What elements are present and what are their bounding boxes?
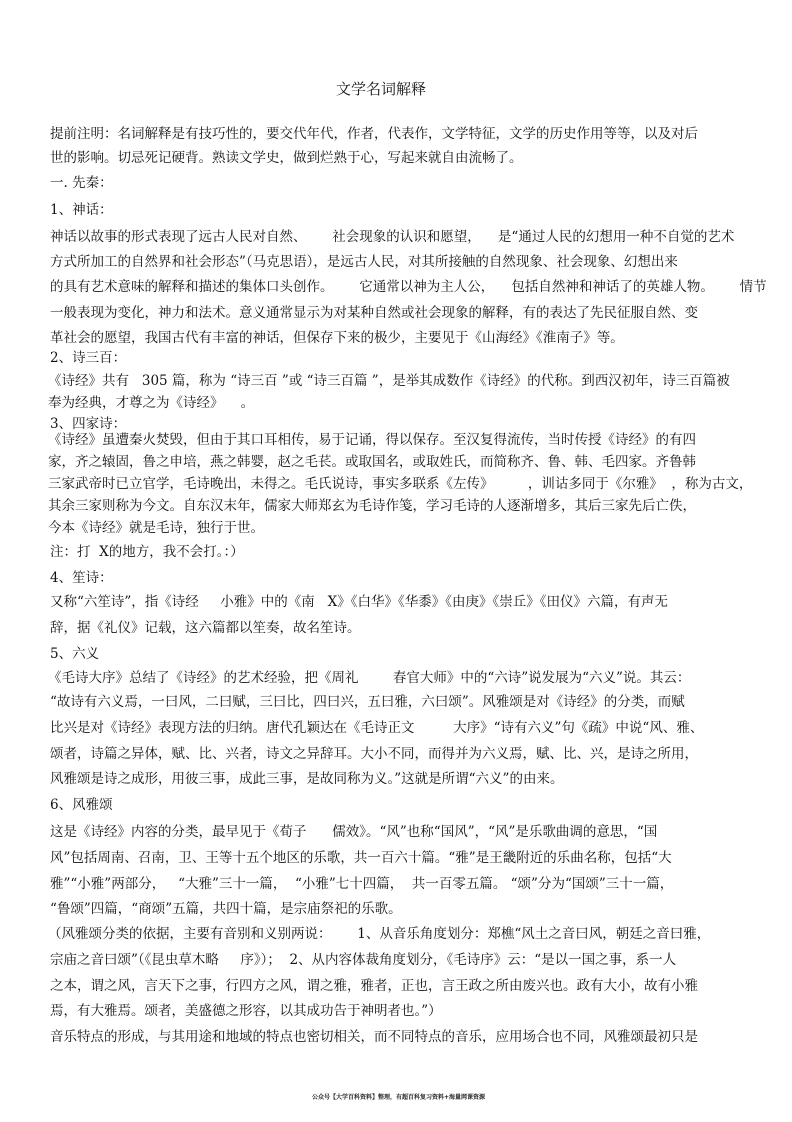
paragraph-line: 革社会的愿望，我国古代有丰富的神话，但保存下来的极少，主要见于《山海经》《淮南子》等。 (50, 330, 624, 346)
paragraph-line: “故诗有六义焉，一曰风，二曰赋，三曰比，四曰兴，五曰雅，六曰颂”。风雅颂是对《诗经》的分类，而赋 (50, 694, 685, 710)
page-title: 文学名词解释 (335, 80, 426, 98)
paragraph-line: “鲁颂”四篇，“商颂”五篇，共四十篇，是宗庙祭祀的乐歌。 (50, 901, 402, 917)
paragraph-line: 三家武帝时已立官学，毛诗晚出，未得之。毛氏说诗，事实多联系《左传》 ，训诂多同于《尔雅》 ，称为古文， (48, 476, 753, 492)
paragraph-line: 一般表现为变化，神力和法术。意义通常显示为对某种自然或社会现象的解释，有的表达了先民征服自然、变 (50, 305, 698, 321)
subheading: 2、诗三百： (50, 350, 127, 366)
paragraph-line: 宗庙之音曰颂”（《昆虫草木略 序》）； 2、从内容体裁角度划分，《毛诗序》云：“是以一国之事，系一人 (50, 952, 677, 968)
paragraph-line: 《诗经》共有 305 篇，称为 “诗三百 ”或 “诗三百篇 ”，是举其成数作《诗经》的代称。到西汉初年，诗三百篇被 (48, 373, 730, 389)
paragraph-line: （风雅颂分类的依据，主要有音别和义别两说： 1、从音乐角度划分：郑樵“风土之音曰风，朝廷之音曰雅， (48, 926, 711, 942)
paragraph-line: 辞，据《礼仪》记载，这六篇都以笙奏，故名笙诗。 (50, 620, 361, 636)
paragraph-line: 今本《诗经》就是毛诗，独行于世。 (48, 520, 264, 536)
paragraph-line: 焉，有大雅焉。颂者，美盛德之形容，以其成功告于神明者也。”） (50, 1003, 442, 1019)
paragraph-line: 风雅颂是诗之成形，用彼三事，成此三事，是故同称为义。”这就是所谓“六义”的由来。 (50, 771, 564, 787)
paragraph-line: 方式所加工的自然界和社会形态”（马克思语），是远古人民，对其所接触的自然现象、社会现象、幻想出来 (50, 254, 678, 270)
paragraph-line: 这是《诗经》内容的分类，最早见于《荀子 儒效》。“风”也称“国风”，“风”是乐歌曲调的意思，“国 (50, 824, 658, 840)
paragraph-line: 《诗经》虽遭秦火焚毁，但由于其口耳相传，易于记诵，得以保存。至汉复得流传，当时传授《诗经》的有四 (48, 432, 696, 448)
paragraph-line: 又称“六笙诗”，指《诗经 小雅》中的《南 X》《白华》《华黍》《由庚》《崇丘》《田仪》六篇，有声无 (50, 594, 668, 610)
paragraph-line: 提前注明：名词解释是有技巧性的，要交代年代，作者，代表作，文学特征，文学的历史作用等等，以及对后 (50, 126, 698, 142)
subheading: 1、神话： (50, 202, 113, 218)
paragraph-line: 风”包括周南、召南，卫、王等十五个地区的乐歌，共一百六十篇。“雅”是王畿附近的乐曲名称，包括“大 (50, 850, 672, 866)
paragraph-line: 颂者，诗篇之异体，赋、比、兴者，诗文之异辞耳。大小不同，而得并为六义焉，赋、比、兴，是诗之所用， (50, 746, 698, 762)
subheading: 5、六义 (50, 646, 100, 662)
paragraph-line: 神话以故事的形式表现了远古人民对自然、 社会现象的认识和愿望， 是“通过人民的幻想用一种不自觉的艺术 (50, 229, 735, 245)
paragraph-line: 世的影响。切忌死记硬背。熟读文学史，做到烂熟于心，写起来就自由流畅了。 (50, 150, 523, 166)
paragraph-line: 比兴是对《诗经》表现方法的归纳。唐代孔颖达在《毛诗正文 大序》“诗有六义”句《疏》中说“风、雅、 (50, 720, 704, 736)
subheading: 4、笙诗： (50, 570, 113, 586)
note-line: 注：打 X的地方，我不会打。：） (50, 544, 244, 560)
paragraph-line: 雅”“小雅”两部分， “大雅”三十一篇， “小雅”七十四篇， 共一百零五篇。 “颂”分为“国颂”三十一篇， (50, 876, 674, 892)
paragraph-line: 奉为经典，才尊之为《诗经》 。 (48, 395, 255, 411)
paragraph-line: 《毛诗大序》总结了《诗经》的艺术经验，把《周礼 春官大师》中的“六诗”说发展为“六义”说。其云： (48, 670, 691, 686)
section-heading: 一. 先秦： (50, 175, 113, 191)
paragraph-line: 的具有艺术意味的解释和描述的集体口头创作。 它通常以神为主人公， 包括自然神和神话了的英雄人物。 情节 (50, 279, 767, 295)
subheading: 6、风雅颂 (50, 797, 113, 813)
paragraph-line: 家，齐之辕固，鲁之申培，燕之韩婴，赵之毛苌。或取国名，或取姓氏，而简称齐、鲁、韩、毛四家。齐鲁韩 (48, 454, 696, 470)
footer-note: 公众号【大学百科资料】整理，有超百科复习资料+海量网课资源 (312, 1094, 486, 1101)
paragraph-line: 之本，谓之风，言天下之事，行四方之风，谓之雅，雅者，正也，言王政之所由废兴也。政有大小，故有小雅 (50, 978, 698, 994)
subheading: 3、四家诗： (50, 416, 127, 432)
paragraph-line: 音乐特点的形成，与其用途和地域的特点也密切相关，而不同特点的音乐，应用场合也不同，风雅颂最初只是 (50, 1029, 698, 1045)
paragraph-line: 其余三家则称为今文。自东汉末年，儒家大师郑玄为毛诗作笺，学习毛诗的人逐渐增多，其后三家先后亡佚， (48, 498, 696, 514)
